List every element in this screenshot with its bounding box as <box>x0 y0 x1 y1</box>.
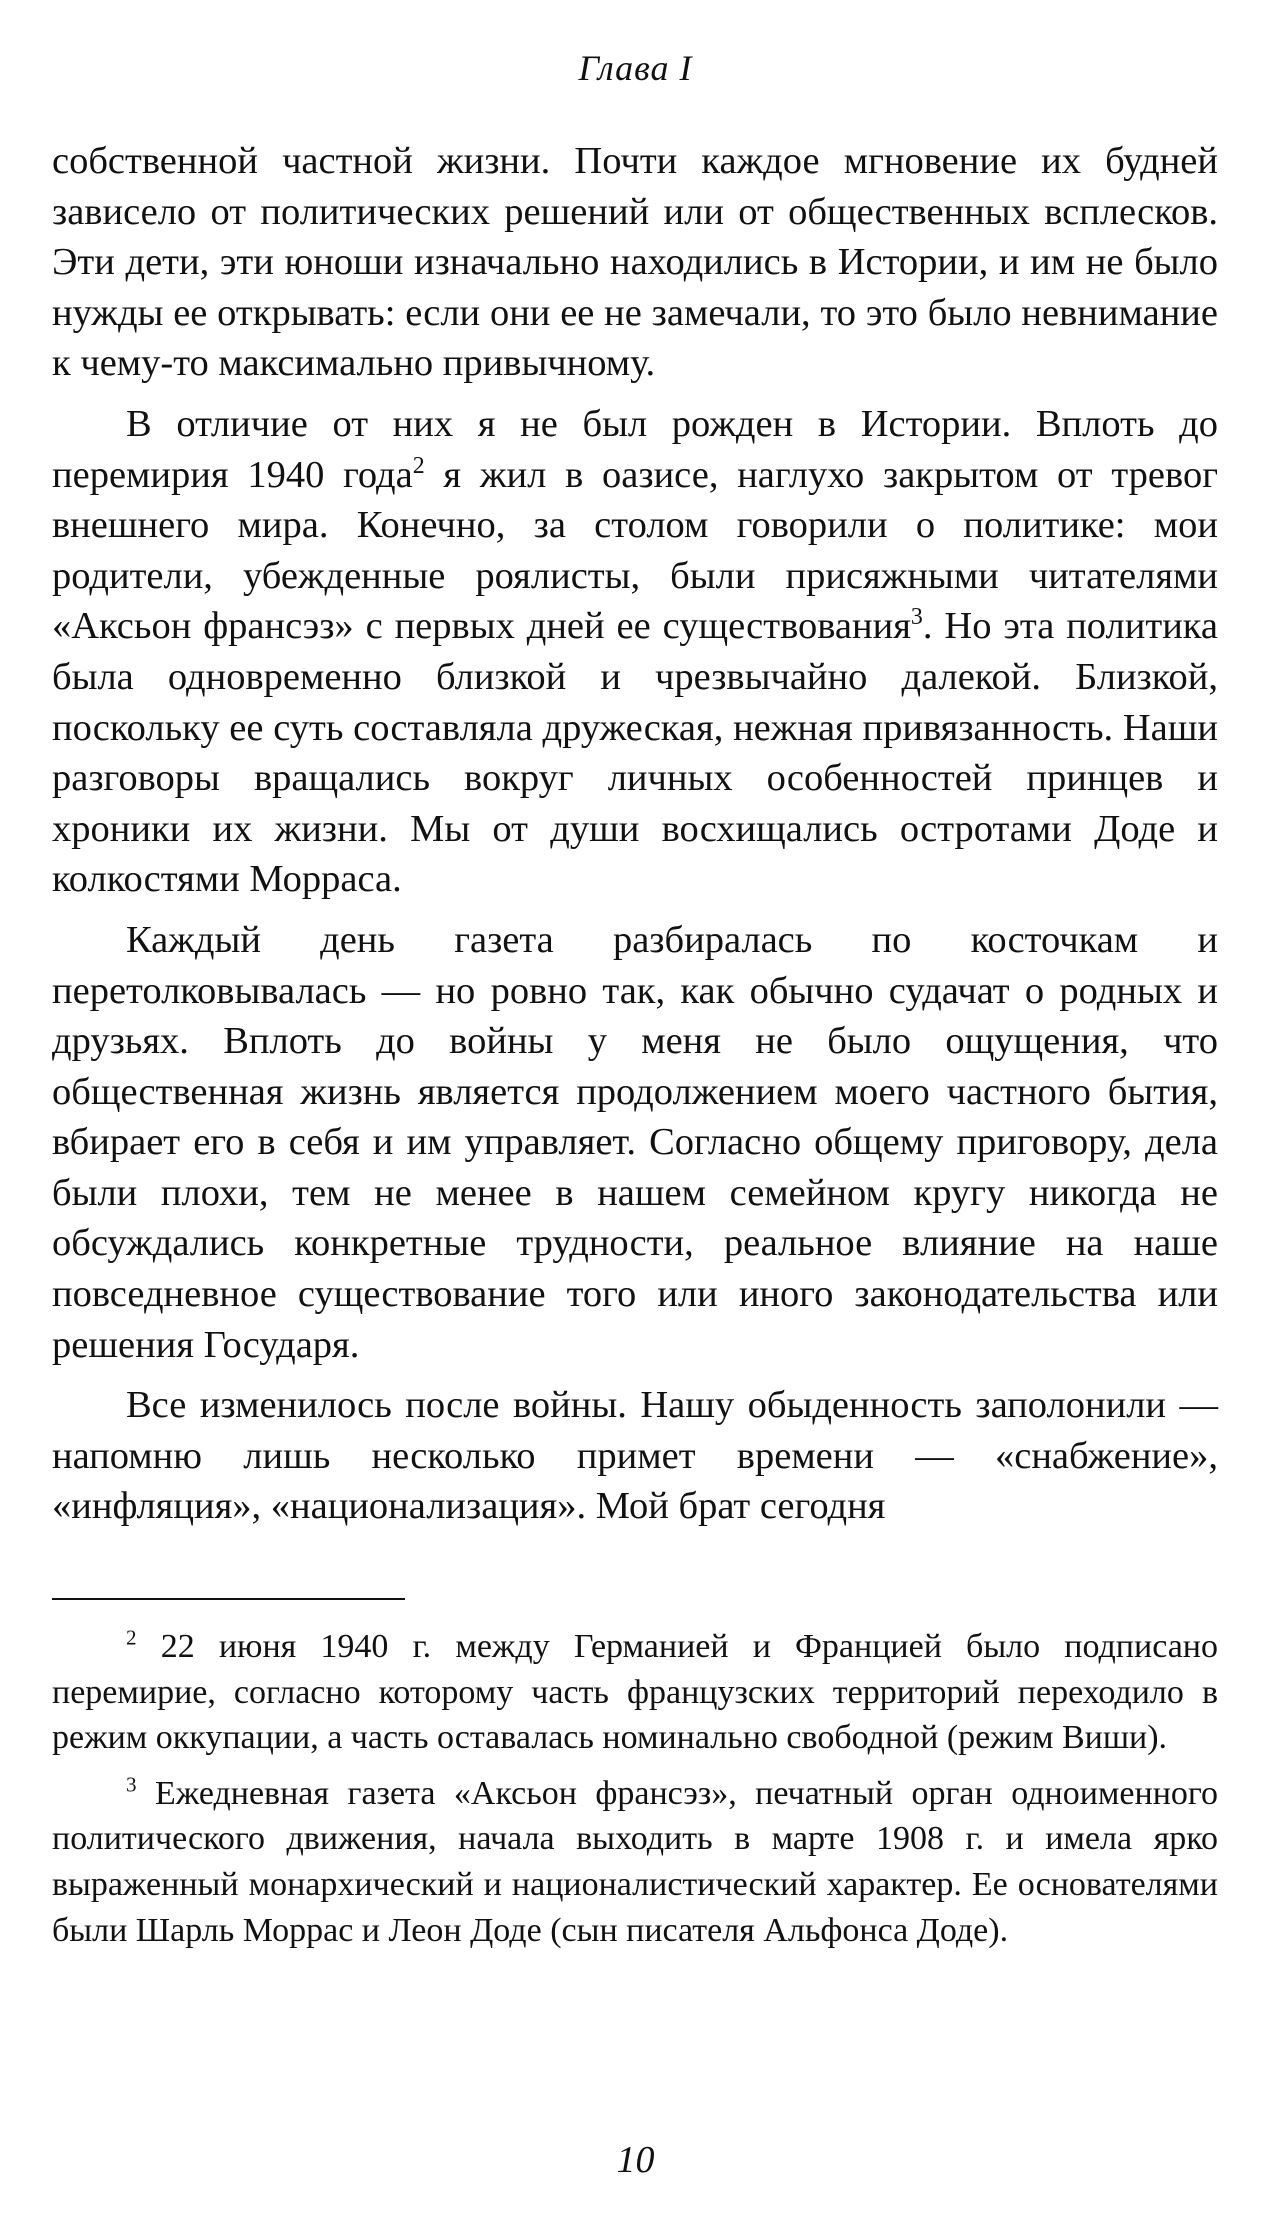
main-text <box>52 136 1218 1542</box>
footnote-ref-2[interactable]: 2 <box>412 452 425 479</box>
paragraph <box>52 399 1218 905</box>
running-head: Глава I <box>578 48 693 88</box>
text-run: собственной частной жизни. Почти каждое мгновение их будней зависело от политических решений или от общественных всплесков. Эти дети, эти юноши изначально находились в Истории, и им не было нужды ее открывать: если они ее не замечали, то это было невнимание к чему-то максимально привычному. <box>52 140 1218 385</box>
footnote-ref-3[interactable]: 3 <box>910 604 923 631</box>
text-run: В отличие от них я не был рожден в Истории. Вплоть до перемирия 1940 года <box>52 402 1218 496</box>
footnotes <box>52 1624 1218 1963</box>
footnote-text: Ежедневная газета «Аксьон франсэз», печатный орган одноименного политического движения, начала выходить в марте 1908 г. и имела ярко выраженный монархический и националистический характер. Ее основателями были Шарль Моррас и Леон Доде (сын писателя Альфонса Доде). <box>52 1774 1218 1949</box>
footnote <box>52 1624 1218 1761</box>
text-run: Все изменилось после войны. Нашу обыденность заполонили — напомню лишь несколько примет времени — «снабжение», «инфляция», «национализация». Мой брат сегодня <box>52 1384 1218 1528</box>
text-run: я жил в оазисе, наглухо закрытом от тревог внешнего мира. Конечно, за столом говорили о политике: мои родители, убежденные роялисты, были присяжными читателями «Аксьон франсэз» с первых дней ее существования <box>52 453 1218 648</box>
paragraph <box>52 915 1218 1370</box>
paragraph <box>52 1380 1218 1532</box>
footnote-divider <box>52 1598 405 1600</box>
footnote-text: 22 июня 1940 г. между Германией и Францией было подписано перемирие, согласно которому часть французских территорий переходило в режим оккупации, а часть оставалась номинально свободной (режим Виши). <box>52 1628 1218 1757</box>
page-number: 10 <box>616 2139 655 2181</box>
footnote-marker: 3 <box>126 1772 137 1797</box>
paragraph <box>52 136 1218 389</box>
text-run: Каждый день газета разбиралась по косточкам и перетолковывалась — но ровно так, как обычно судачат о родных и друзьях. Вплоть до войны у меня не было ощущения, что общественная жизнь является продолжением моего частного бытия, вбирает его в себя и им управляет. Согласно общему приговору, дела были плохи, тем не менее в нашем семейном кругу никогда не обсуждались конкретные трудности, реальное влияние на наше повседневное существование того или иного законодательства или решения Государя. <box>52 918 1218 1366</box>
footnote <box>52 1771 1218 1953</box>
footnote-marker: 2 <box>126 1625 137 1650</box>
text-run: . Но эта политика была одновременно близкой и чрезвычайно далекой. Близкой, поскольку ее суть составляла дружеская, нежная привязанность. Наши разговоры вращались вокруг личных особенностей принцев и хроники их жизни. Мы от души восхищались остротами Доде и колкостями Морраса. <box>52 605 1219 901</box>
